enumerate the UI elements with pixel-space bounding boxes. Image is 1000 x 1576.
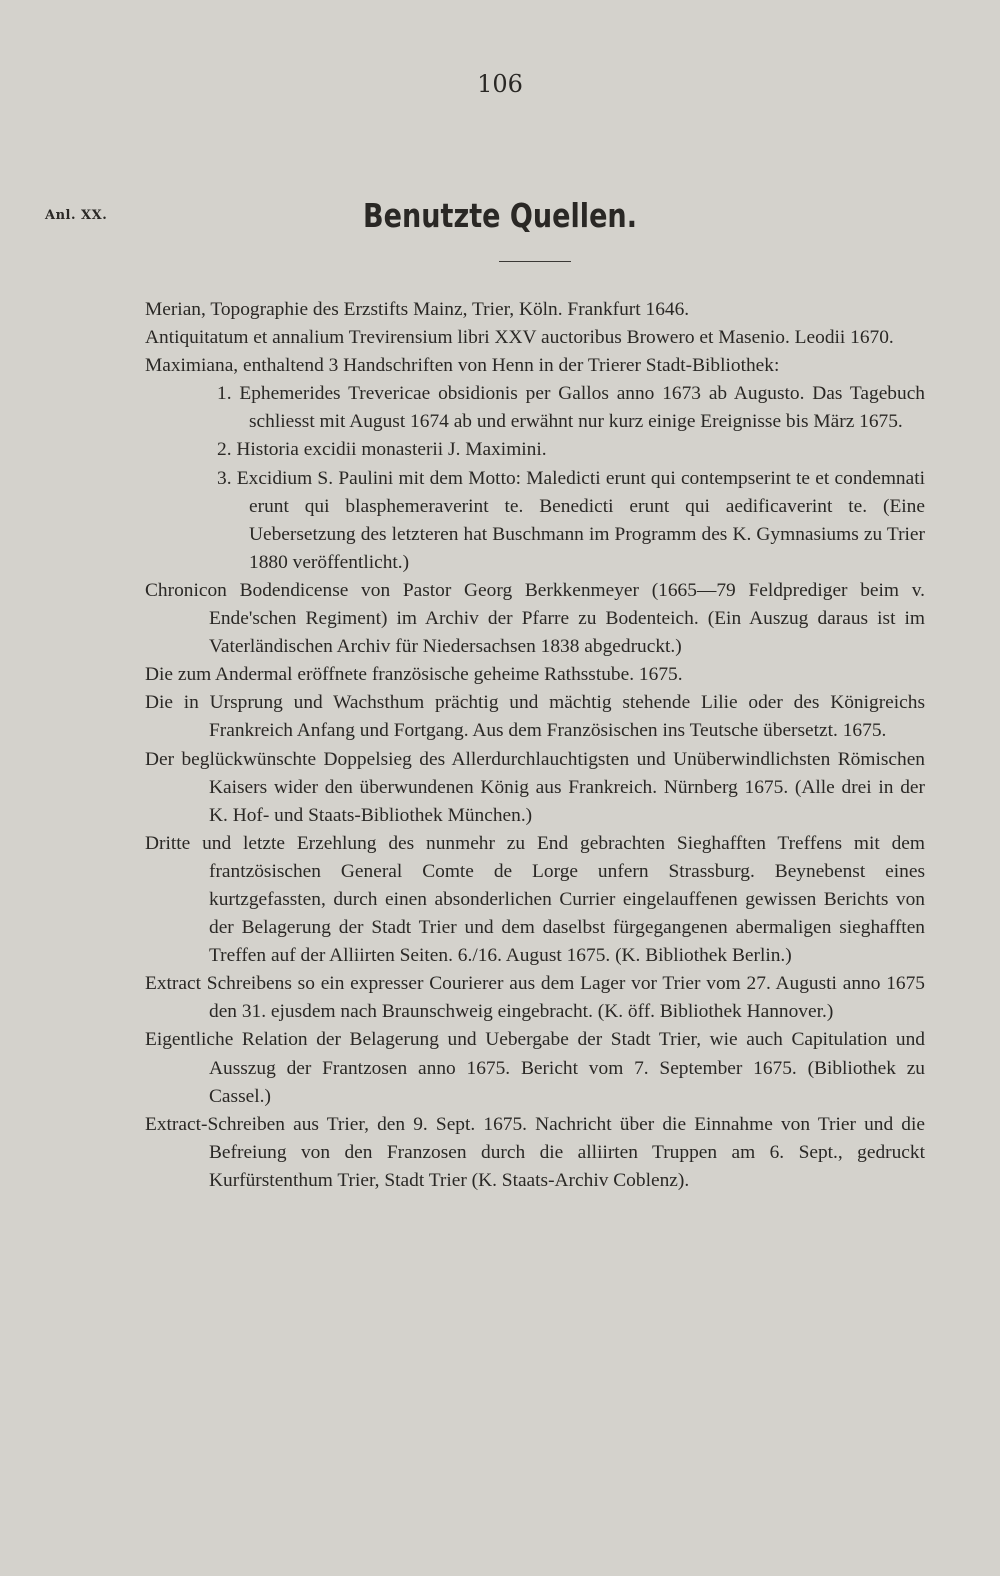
sub-list-item: 3. Excidium S. Paulini mit dem Motto: Maledicti erunt qui contempserint te et condemnati erunt qui blasphemeraverint te. Benedicti erunt qui aedificaverint te. (Eine Uebersetzung des letzteren hat Buschmann im Programm des K. Gymnasiums zu Trier 1880 veröffentlicht.) — [217, 467, 925, 573]
title-rule — [499, 261, 571, 262]
list-item: Dritte und letzte Erzehlung des nunmehr zu End gebrachten Sieghafften Treffens mit dem frantzösischen General Comte de Lorge unfern Strassburg. Beynebenst eines kurtzgefassten, durch einen absonderlichen Currier eingelauffenen gewissen Berichts von der Belagerung der Stadt Trier und dem daselbst fürgegangenen abermaligen sieghafften Treffen auf der Alliirten Seiten. 6./16. August 1675. (K. Bibliothek Berlin.) — [145, 832, 925, 967]
sub-list-item: 2. Historia excidii monasterii J. Maximini. — [217, 439, 547, 461]
list-item: Die in Ursprung und Wachsthum prächtig und mächtig stehende Lilie oder des Königreichs Frankreich Anfang und Fortgang. Aus dem Französischen ins Teutsche übersetzt. 1675. — [145, 692, 925, 742]
list-item: Chronicon Bodendicense von Pastor Georg Berkkenmeyer (1665—79 Feldprediger beim v. Ende'schen Regiment) im Archiv der Pfarre zu Bodenteich. (Ein Auszug daraus ist im Vaterländischen Archiv für Niedersachsen 1838 abgedruckt.) — [145, 579, 925, 658]
list-item: Der beglückwünschte Doppelsieg des Allerdurchlauchtigsten und Unüberwindlichsten Römischen Kaisers wider den überwundenen König aus Frankreich. Nürnberg 1675. (Alle drei in der K. Hof- und Staats-Bibliothek München.) — [145, 748, 925, 826]
list-item: Die zum Andermal eröffnete französische geheime Rathsstube. 1675. — [145, 664, 683, 686]
sub-list-item: 1. Ephemerides Trevericae obsidionis per Gallos anno 1673 ab Augusto. Das Tagebuch schliesst mit August 1674 ab und erwähnt nur kurz einige Ereignisse bis März 1675. — [217, 383, 925, 433]
annex-label: Anl. XX. — [45, 208, 108, 223]
list-item: Merian, Topographie des Erzstifts Mainz, Trier, Köln. Frankfurt 1646. — [145, 299, 690, 320]
list-item: Eigentliche Relation der Belagerung und Uebergabe der Stadt Trier, wie auch Capitulation und Ausszug der Frantzosen anno 1675. Bericht vom 7. September 1675. (Bibliothek zu Cassel.) — [145, 1029, 925, 1107]
page-number: 106 — [477, 70, 523, 98]
list-item: Extract-Schreiben aus Trier, den 9. Sept. 1675. Nachricht über die Einnahme von Trier und die Befreiung von den Franzosen durch die alliirten Truppen am 6. Sept., gedruckt Kurfürstenthum Trier, Stadt Trier (K. Staats-Archiv Coblenz). — [145, 1113, 925, 1191]
bibliography-list — [145, 296, 925, 1195]
list-item: Maximiana, enthaltend 3 Handschriften von Henn in der Trierer Stadt-Bibliothek: — [145, 355, 780, 377]
list-item: Antiquitatum et annalium Trevirensium libri XXV auctoribus Browero et Masenio. Leodii 1670. — [145, 327, 894, 349]
page-title: Benutzte Quellen. — [363, 196, 637, 235]
list-item: Extract Schreibens so ein expresser Courierer aus dem Lager vor Trier vom 27. Augusti anno 1675 den 31. ejusdem nach Braunschweig eingebracht. (K. öff. Bibliothek Hannover.) — [145, 973, 925, 1023]
